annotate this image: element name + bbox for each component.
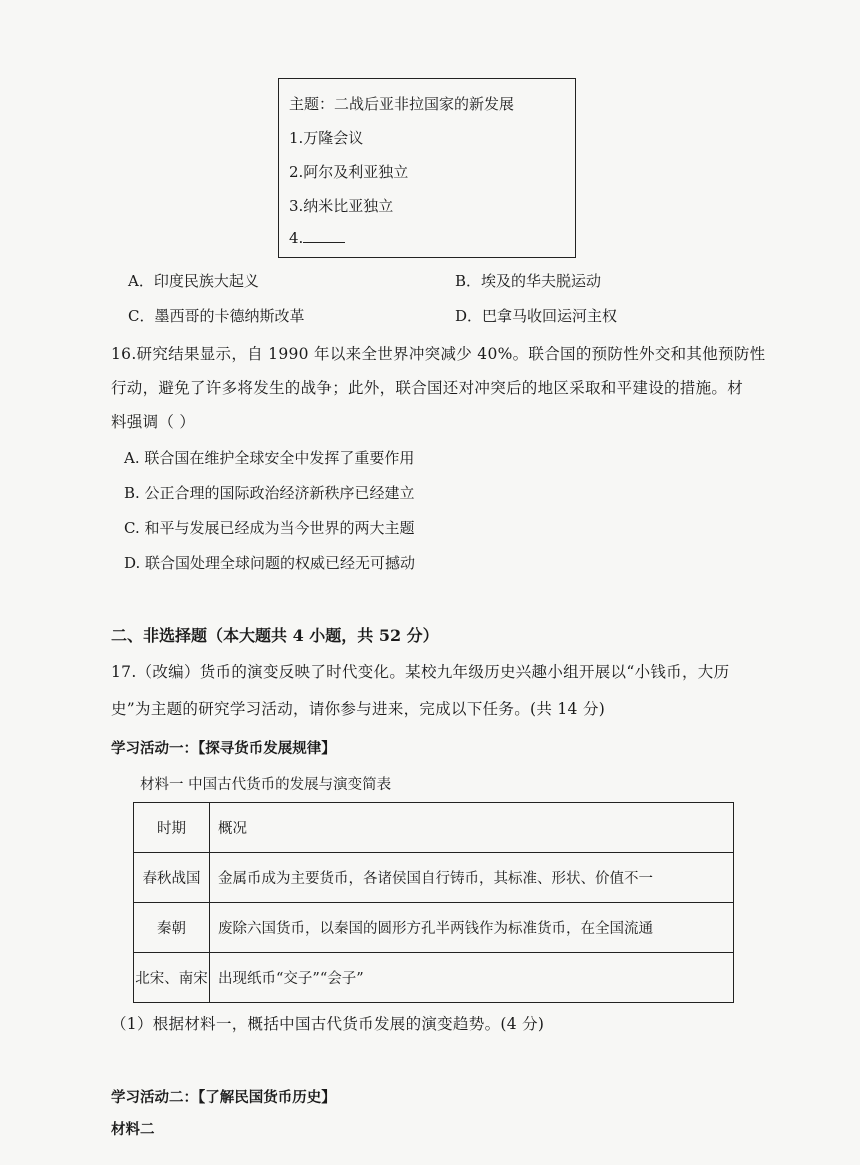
section-title: 二、非选择题（本大题共 4 小题，共 52 分）	[111, 626, 439, 645]
theme-item-1: 1.万隆会议	[289, 129, 364, 147]
q16-option-c: C. 和平与发展已经成为当今世界的两大主题	[124, 519, 415, 537]
table-header-period: 时期	[134, 803, 210, 853]
theme-item-4: 4.	[289, 229, 345, 247]
q16-option-b: B. 公正合理的国际政治经济新秩序已经建立	[124, 484, 415, 502]
table-row	[134, 853, 734, 903]
q17-stem-line-1: 17.（改编）货币的演变反映了时代变化。某校九年级历史兴趣小组开展以“小钱币，大历	[111, 663, 730, 681]
table-cell-overview: 出现纸币“交子”“会子”	[210, 953, 734, 1003]
q15-option-b: B．埃及的华夫脱运动	[455, 272, 602, 290]
q16-stem-line-1: 16.研究结果显示，自 1990 年以来全世界冲突减少 40%。联合国的预防性外交和其他预防性	[111, 345, 766, 363]
table-row	[134, 953, 734, 1003]
theme-item-2: 2.阿尔及利亚独立	[289, 163, 409, 181]
q16-stem-line-2: 行动，避免了许多将发生的战争；此外，联合国还对冲突后的地区采取和平建设的措施。材	[111, 379, 744, 397]
table-cell-period: 北宋、南宋	[134, 953, 210, 1003]
q16-option-a: A. 联合国在维护全球安全中发挥了重要作用	[124, 449, 415, 467]
q17-subquestion-1: （1）根据材料一，概括中国古代货币发展的演变趋势。(4 分)	[111, 1015, 545, 1033]
table-cell-overview: 金属币成为主要货币，各诸侯国自行铸币，其标准、形状、价值不一	[210, 853, 734, 903]
table-cell-period: 秦朝	[134, 903, 210, 953]
activity-2-heading: 学习活动二：【了解民国货币历史】	[111, 1089, 336, 1106]
material-1-title: 材料一 中国古代货币的发展与演变简表	[140, 777, 392, 793]
answer-blank	[303, 230, 345, 243]
theme-item-3: 3.纳米比亚独立	[289, 197, 394, 215]
material-2-title: 材料二	[111, 1121, 155, 1138]
activity-1-heading: 学习活动一：【探寻货币发展规律】	[111, 740, 336, 757]
theme-title: 主题：二战后亚非拉国家的新发展	[289, 95, 515, 113]
q15-option-c: C．墨西哥的卡德纳斯改革	[128, 307, 305, 325]
currency-table	[133, 802, 734, 1003]
q16-stem-line-3: 料强调（ ）	[111, 413, 196, 431]
table-header-row	[134, 803, 734, 853]
q17-stem-line-2: 史”为主题的研究学习活动，请你参与进来，完成以下任务。(共 14 分)	[111, 700, 606, 718]
theme-box	[278, 78, 576, 258]
table-header-overview: 概况	[210, 803, 734, 853]
table-row	[134, 903, 734, 953]
q15-option-a: A．印度民族大起义	[128, 272, 259, 290]
table-cell-period: 春秋战国	[134, 853, 210, 903]
q16-option-d: D. 联合国处理全球问题的权威已经无可撼动	[124, 554, 416, 572]
q15-option-d: D．巴拿马收回运河主权	[455, 307, 618, 325]
table-cell-overview: 废除六国货币，以秦国的圆形方孔半两钱作为标准货币，在全国流通	[210, 903, 734, 953]
